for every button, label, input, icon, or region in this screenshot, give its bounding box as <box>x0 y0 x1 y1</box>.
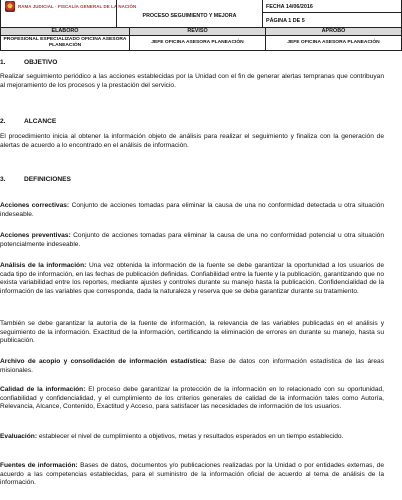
definition-calidad-informacion <box>0 386 384 412</box>
page-indicator: PÁGINA 1 DE 5 <box>262 12 402 28</box>
section-number: 2. <box>0 118 6 125</box>
objetivo-text: Realizar seguimiento periódico a las acciones establecidas por la Unidad con el fin de generar alertas tempranas que contribuyan al mejoramiento de los procesos y la prestación del servicio. <box>0 73 384 89</box>
seal-icon <box>5 1 15 12</box>
value-aprobo: JEFE OFICINA ASESORA PLANEACIÓN <box>265 35 402 51</box>
document-header <box>0 0 402 62</box>
document-date: FECHA 14/06/2016 <box>262 0 402 13</box>
definition-text: Conjunto de acciones tomadas para eliminar la causa de una no conformidad potencial u otra situación potencialmente indeseable. <box>0 232 385 248</box>
definition-text: También se debe garantizar la autoría de la fuente de información, la relevancia de las variables publicadas en el análisis y seguimiento de la información. Exactitud de la información, certificando la eliminación de errores en durante su manejo, hasta su publicación. <box>0 320 384 345</box>
definition-term: Calidad de la información: <box>0 386 86 393</box>
section-number: 1. <box>0 59 6 66</box>
header-elaboro: ELABORÓ <box>0 27 130 36</box>
definition-term: Acciones correctivas: <box>0 202 70 209</box>
definition-text: Una vez obtenida la información de la fuente se debe garantizar la oportunidad a los usuarios de cada tipo de información, en las fechas de publicación definidas. Confiabilidad entre la fuente y la publicación, garantizando que no exista variabilidad entre los reportes, mediante ajustes y controles durante su manejo hasta la publicación. Confidencialidad de la información de las variables que corresponda, dada la naturaleza y reserva que se deba garantizar durante su tratamiento. <box>0 262 384 295</box>
section-label: DEFINICIONES <box>24 176 71 183</box>
definition-text: Base de datos con información estadística de las áreas misionales. <box>0 358 384 374</box>
definition-term: Archivo de acopio y consolidación de información estadística: <box>0 358 207 365</box>
definition-term: Fuentes de información: <box>0 462 78 469</box>
alcance-text: El procedimiento inicia al obtener la información objeto de análisis para realizar el seguimiento y finaliza con la generación de alertas de acuerdo a lo encontrado en el análisis de información. <box>0 133 384 149</box>
definition-text: Conjunto de acciones tomadas para eliminar la causa de una no conformidad detectada u otra situación indeseable. <box>0 202 384 218</box>
section-label: OBJETIVO <box>24 59 58 66</box>
logo-cell <box>0 0 137 28</box>
definition-term: Acciones preventivas: <box>0 232 71 239</box>
value-reviso: JEFE OFICINA ASESORA PLANEACIÓN <box>129 35 266 51</box>
definition-evaluacion <box>0 433 384 442</box>
value-elaboro: PROFESIONAL ESPECIALIZADO OFICINA ASESORA PLANEACIÓN <box>0 35 130 51</box>
definition-fuentes-informacion <box>0 462 384 488</box>
section-number: 3. <box>0 176 6 183</box>
process-title: PROCESO SEGUIMIENTO Y MEJORA <box>116 0 263 28</box>
logo-text: RAMA JUDICIAL · FISCALÍA GENERAL DE LA NACIÓN <box>18 4 137 9</box>
definition-autoria-paragraph <box>0 320 384 346</box>
section-label: ALCANCE <box>24 118 57 125</box>
definition-archivo-acopio <box>0 358 384 375</box>
institution-logo <box>3 1 137 13</box>
header-reviso: REVISÓ <box>129 27 266 36</box>
definition-acciones-correctivas <box>0 202 384 219</box>
definition-text: El proceso debe garantizar la protección de la información en lo relacionado con su oportunidad, confiabilidad y confidencialidad, y el cumplimiento de los criterios generales de calidad de la información tales como Autoría, Relevancia, Alcance, Contenido, Exactitud y Acceso, para satisfacer las necesidades de información de los usuarios. <box>0 386 384 411</box>
definition-term: Análisis de la información: <box>0 262 87 269</box>
header-aprobo: APROBÓ <box>265 27 402 36</box>
definition-text: Bases de datos, documentos y/o publicaciones realizadas por la Unidad o por entidades externas, de acuerdo a las competencias establecidas, para el suministro de la información oficial de acuerdo al tema de análisis de la información. <box>0 462 385 487</box>
definition-acciones-preventivas <box>0 232 384 249</box>
definition-text: establecer el nivel de cumplimiento a objetivos, metas y resultados esperados en un tiempo establecido. <box>37 433 344 440</box>
definition-term: Evaluación: <box>0 433 38 440</box>
definition-analisis-informacion <box>0 262 384 296</box>
